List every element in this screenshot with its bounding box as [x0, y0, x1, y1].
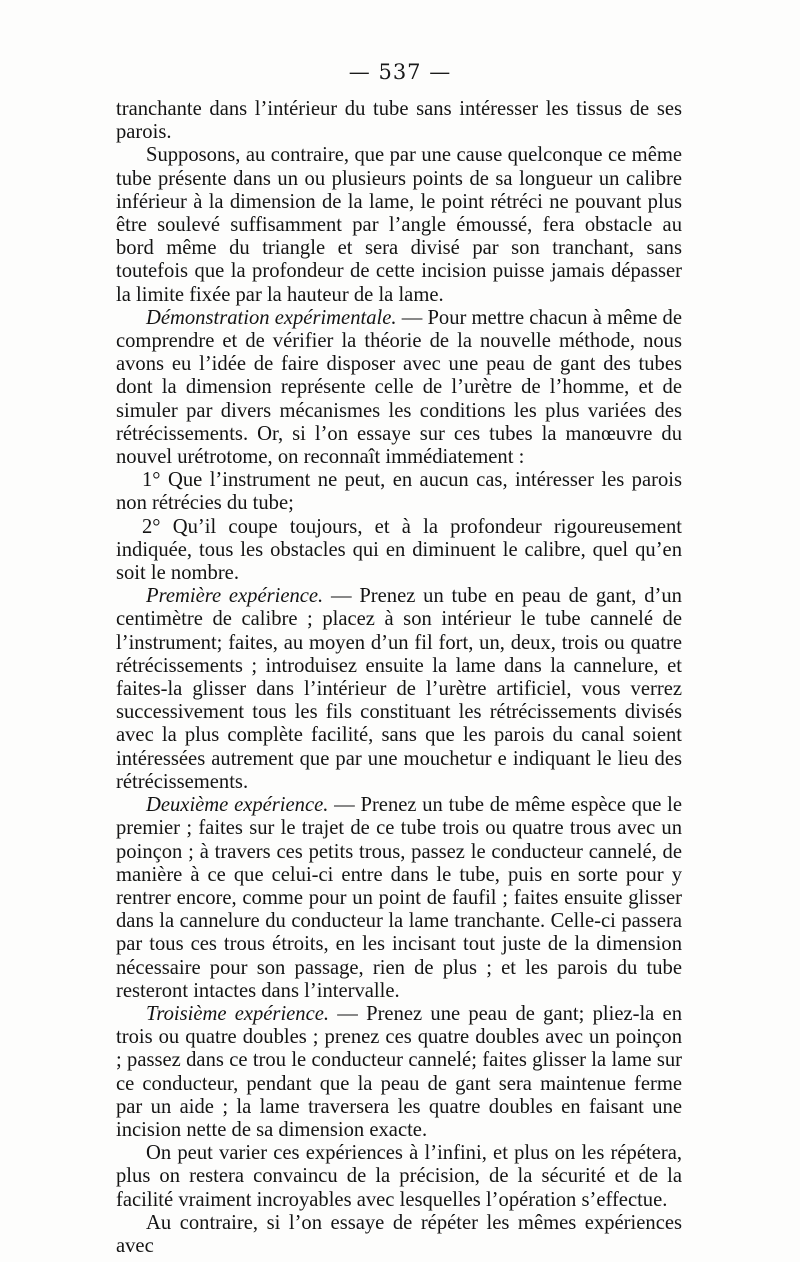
- paragraph-experiment-3: [116, 1003, 682, 1142]
- section-heading: Deuxième expérience.: [146, 794, 329, 817]
- list-item: [116, 469, 682, 515]
- section-heading: Démonstration expérimentale.: [146, 306, 397, 329]
- paragraph-text: — Pour mettre chacun à même de comprendre et de vérifier la théorie de la nouvelle méthode, nous avons eu l’idée de faire disposer avec une peau de gant des tubes dont la dimension représente celle de l’urètre de l’homme, et de simuler par divers mécanismes les conditions les plus variées des rétrécissements. Or, si l’on essaye sur ces tubes la manœuvre du nouvel urétrotome, on reconnaît immédiatement :: [116, 306, 682, 469]
- paragraph-continuation: [116, 98, 682, 144]
- section-heading: Troisième expérience.: [146, 1002, 330, 1025]
- paragraph-text: 1° Que l’instrument ne peut, en aucun cas, intéresser les parois non rétrécies du tube;: [116, 469, 682, 515]
- paragraph-text: 2° Qu’il coupe toujours, et à la profondeur rigoureusement indiquée, tous les obstacles qui en diminuent le calibre, quel qu’en soit le nombre.: [116, 515, 682, 585]
- list-item: [116, 516, 682, 586]
- paragraph-text: — Prenez un tube en peau de gant, d’un centimètre de calibre ; placez à son intérieur le tube cannelé de l’instrument; faites, au moyen d’un fil fort, un, deux, trois ou quatre rétrécissements ; introduisez ensuite la lame dans la cannelure, et faites-la glisser dans l’intérieur de l’urètre artificiel, vous verrez successivement tous les fils constituant les rétrécissements divisés avec la plus complète facilité, sans que les parois du canal soient intéressées autrement que par une mouchetur e indiquant le lieu des rétrécissements.: [116, 585, 682, 793]
- paragraph-demonstration: [116, 307, 682, 469]
- paragraph-text: Au contraire, si l’on essaye de répéter les mêmes expériences avec: [116, 1211, 682, 1257]
- paragraph: [116, 144, 682, 306]
- section-heading: Première expérience.: [146, 585, 324, 608]
- paragraph: [116, 1142, 682, 1212]
- page-number: — 537 —: [348, 60, 452, 84]
- paragraph-text: On peut varier ces expériences à l’infini, et plus on les répétera, plus on restera convaincu de la précision, de la sécurité et de la facilité vraiment incroyables avec lesquelles l’opération s’effectue.: [116, 1142, 682, 1211]
- paragraph: [116, 1212, 682, 1258]
- paragraph-text: Supposons, au contraire, que par une cause quelconque ce même tube présente dans un ou plusieurs points de sa longueur un calibre inférieur à la dimension de la lame, le point rétréci ne pouvant plus être soulevé suffisamment par l’angle émoussé, fera obstacle au bord même du triangle et sera divisé par son tranchant, sans toutefois que la profondeur de cette incision puisse jamais dépasser la limite fixée par la hauteur de la lame.: [116, 144, 682, 306]
- paragraph-experiment-1: [116, 585, 682, 794]
- paragraph-experiment-2: [116, 794, 682, 1003]
- paragraph-text: — Prenez un tube de même espèce que le premier ; faites sur le trajet de ce tube trois ou quatre trous avec un poinçon ; à travers ces petits trous, passez le conducteur cannelé, de manière à ce que celui-ci entre dans le tube, puis en sorte pour y rentrer encore, comme pour un point de faufil ; faites ensuite glisser dans la cannelure du conducteur la lame tranchante. Celle-ci passera par tous ces trous étroits, en les incisant tout juste de la dimension nécessaire pour son passage, rien de plus ; et les parois du tube resteront intactes dans l’intervalle.: [116, 794, 683, 1002]
- paragraph-text: tranchante dans l’intérieur du tube sans intéresser les tissus de ses parois.: [116, 98, 682, 144]
- paragraph-text: — Prenez une peau de gant; pliez-la en trois ou quatre doubles ; prenez ces quatre doubles avec un poinçon ; passez dans ce trou le conducteur cannelé; faites glisser la lame sur ce conducteur, pendant que la peau de gant sera maintenue ferme par un aide ; la lame traversera les quatre doubles en faisant une incision nette de sa dimension exacte.: [116, 1002, 682, 1141]
- body-text: [116, 98, 682, 1258]
